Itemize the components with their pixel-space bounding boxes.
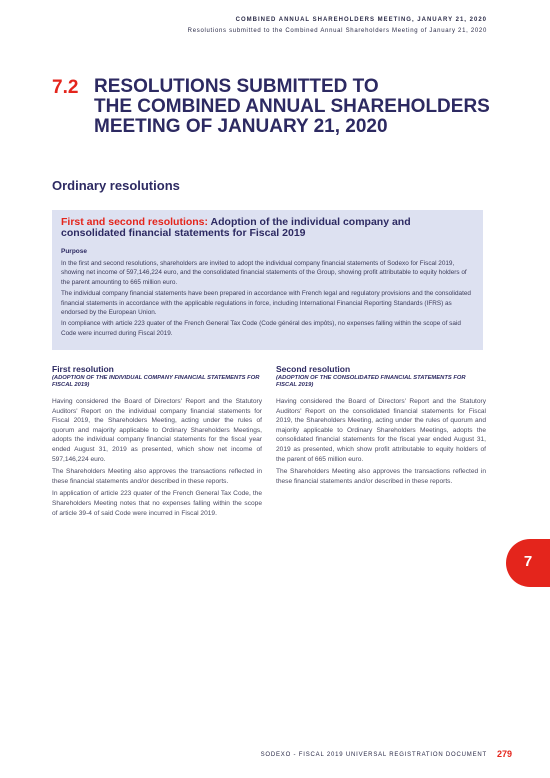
first-resolution-paragraph: Having considered the Board of Directors' Report and the Statutory Auditors' Report on the individual company financial statements for Fiscal 2019, the Shareholders Meeting, acting under the rules of quorum and majority applicable to Ordinary Shareholders Meetings, adopts the individual company financial statements for the fiscal year ended August 31, 2019 as presented, which show net income of 597,146,224 euro.: [52, 398, 262, 463]
summary-paragraph: The individual company financial statements have been prepared in accordance with French legal and regulatory provisions and the consolidated financial statements in accordance with the applicable regulations in force, including International Financial Reporting Standards (IFRS) as endorsed by the European Union.: [61, 290, 471, 317]
first-resolution-title: First resolution: [52, 364, 114, 374]
running-header-title: COMBINED ANNUAL SHAREHOLDERS MEETING, JANUARY 21, 2020: [235, 17, 487, 23]
summary-box-body: [61, 259, 476, 340]
section-number: 7.2: [52, 77, 79, 98]
purpose-label: Purpose: [61, 248, 88, 255]
first-resolution-paragraph: In application of article 223 quater of the French General Tax Code, the Shareholders Meeting notes that no expenses falling within the scope of article 39-4 of said Code were incurred in Fiscal 2019.: [52, 490, 262, 517]
second-resolution-title: Second resolution: [276, 364, 351, 374]
running-header-subtitle: Resolutions submitted to the Combined Annual Shareholders Meeting of January 21, 2020: [187, 28, 487, 34]
footer-document-title: SODEXO - FISCAL 2019 UNIVERSAL REGISTRATION DOCUMENT: [260, 752, 487, 758]
second-resolution-paragraph: Having considered the Board of Directors' Report and the Statutory Auditors' Report on the consolidated financial statements for Fiscal 2019, the Shareholders Meeting, acting under the rules of quorum and majority applicable to Ordinary Shareholders Meetings, adopts the consolidated financial statements for the fiscal year ended August 31, 2019 as presented, which show profit attributable to equity holders of the parent of 665 million euro.: [276, 398, 486, 463]
second-resolution-note: (ADOPTION OF THE CONSOLIDATED FINANCIAL STATEMENTS FOR FISCAL 2019): [276, 375, 466, 388]
second-resolution-column: [276, 364, 486, 489]
section-title-line: MEETING OF JANUARY 21, 2020: [94, 116, 388, 137]
resolution-summary-box: [52, 210, 483, 350]
second-resolution-paragraph: The Shareholders Meeting also approves the transactions reflected in these financial statements and/or described in these reports.: [276, 468, 486, 485]
summary-paragraph: In the first and second resolutions, shareholders are invited to adopt the individual company financial statements of Sodexo for Fiscal 2019, showing net income of 597,146,224 euro, and the consolidated financial statements of the Group, showing profit attributable to equity holders of the parent amounting to 665 million euro.: [61, 260, 467, 286]
subsection-title: Ordinary resolutions: [52, 178, 180, 193]
summary-paragraph: In compliance with article 223 quater of the French General Tax Code (Code général des impôts), no expenses falling within the scope of said Code were incurred during Fiscal 2019.: [61, 320, 461, 337]
first-resolution-paragraph: The Shareholders Meeting also approves the transactions reflected in these financial statements and/or described in these reports.: [52, 468, 262, 485]
chapter-tab: [506, 539, 550, 587]
section-title-line: RESOLUTIONS SUBMITTED TO: [94, 76, 379, 97]
section-title: [94, 77, 490, 137]
page-number: 279: [496, 749, 512, 759]
summary-title-rest: Adoption of the individual company and consolidated financial statements for Fiscal 2019: [61, 216, 411, 239]
chapter-number: 7: [523, 553, 533, 570]
summary-box-title: [61, 217, 471, 239]
first-resolution-column: [52, 364, 262, 521]
section-title-line: THE COMBINED ANNUAL SHAREHOLDERS: [94, 96, 490, 117]
summary-title-highlight: First and second resolutions:: [61, 216, 209, 228]
first-resolution-note: (ADOPTION OF THE INDIVIDUAL COMPANY FINANCIAL STATEMENTS FOR FISCAL 2019): [52, 375, 260, 388]
